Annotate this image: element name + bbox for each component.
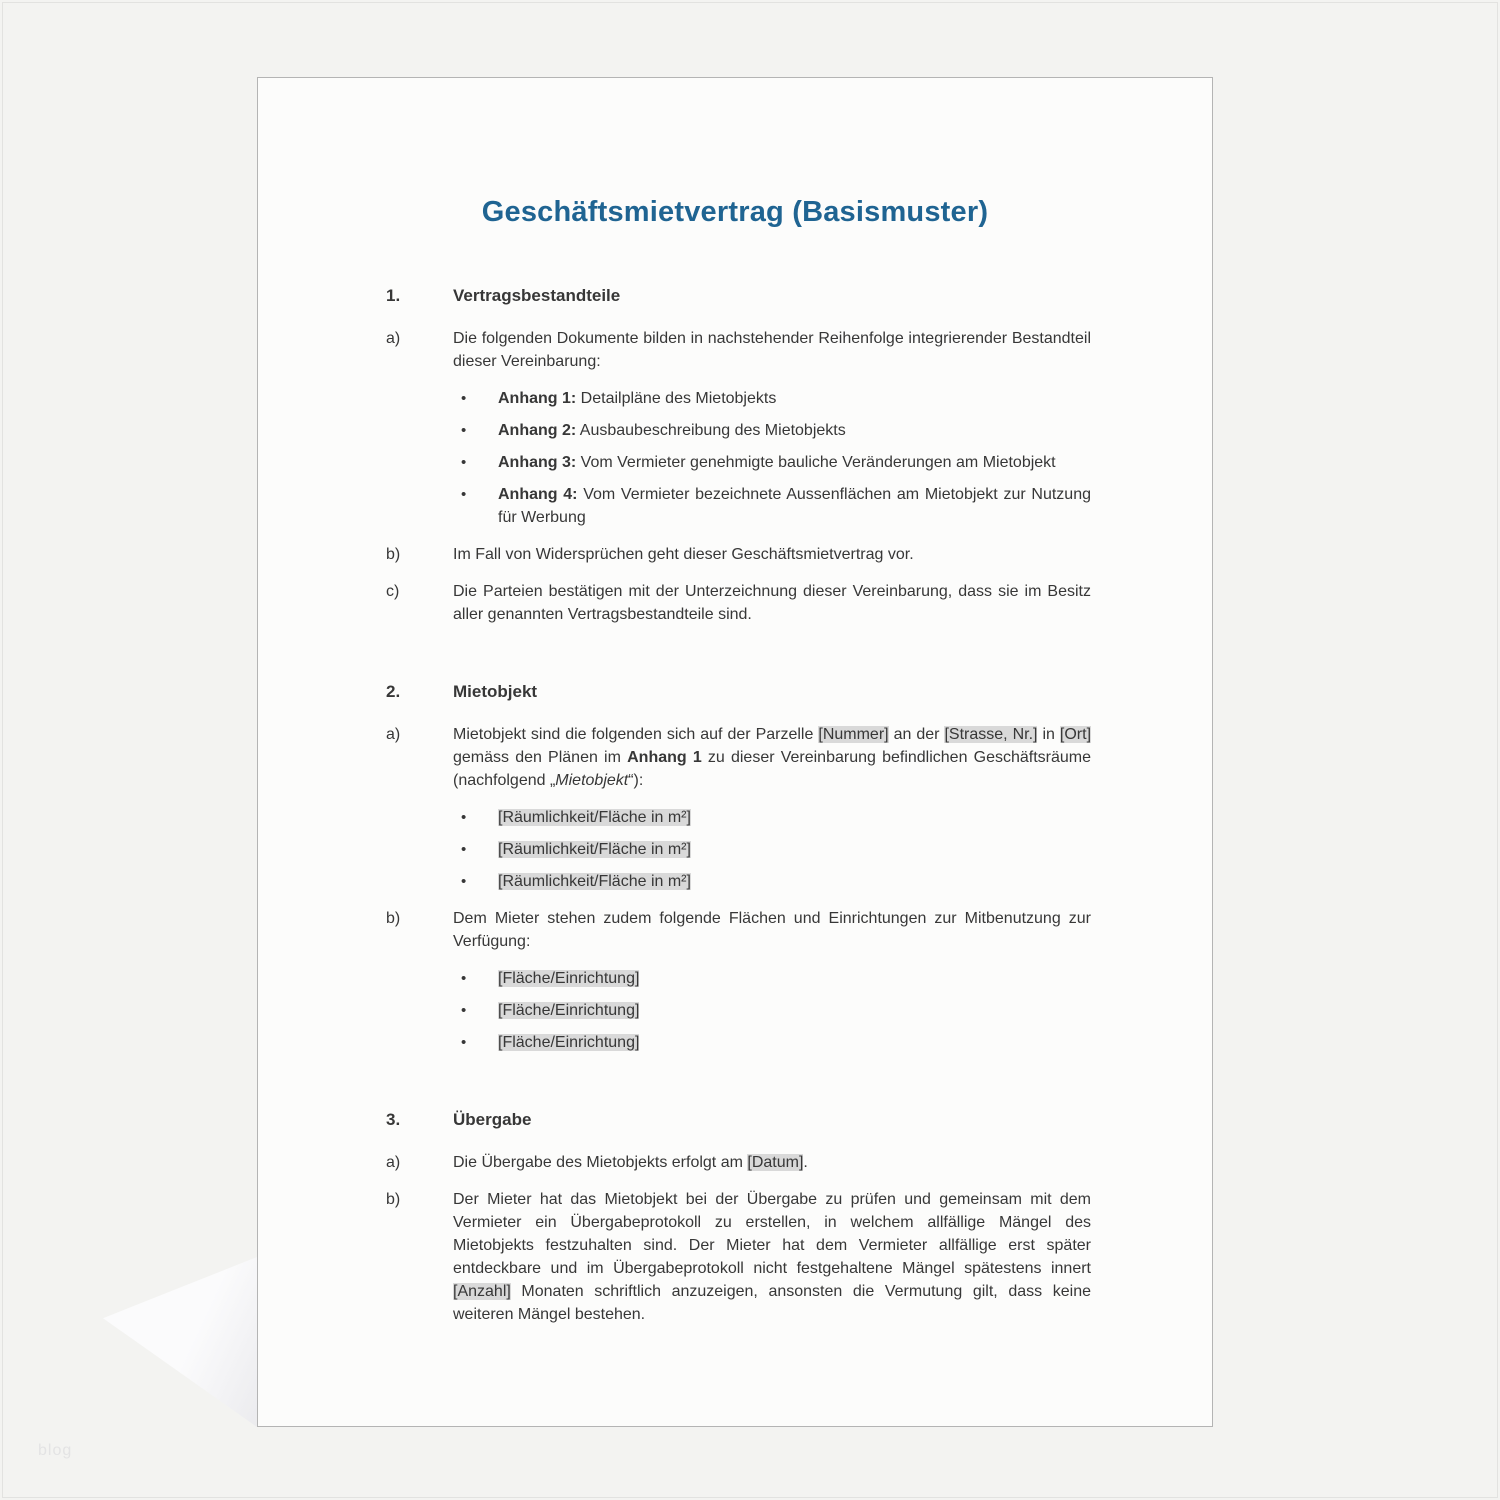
section-heading-row [386, 680, 1091, 703]
clause-text [453, 580, 1091, 626]
bullet-text [498, 870, 1091, 893]
text-segment: Anhang 4: [498, 486, 578, 503]
page-corner-fold [103, 1257, 257, 1427]
text-segment: “): [628, 772, 644, 789]
text-segment: Anhang 1 [627, 749, 702, 766]
bullet-item [461, 387, 1091, 410]
clause-label: b) [386, 1191, 401, 1208]
section-heading-row [386, 284, 1091, 307]
placeholder-field: [Räumlichkeit/Fläche in m²] [498, 809, 691, 826]
bullet-text [498, 483, 1091, 529]
bullet-item [461, 999, 1091, 1022]
bullet-marker-icon: • [461, 841, 467, 858]
bullet-item [461, 1031, 1091, 1054]
text-segment: Vom Vermieter genehmigte bauliche Veränderungen am Mietobjekt [576, 454, 1056, 471]
document-page [257, 77, 1213, 1427]
clause-row [386, 543, 1091, 566]
placeholder-field: [Fläche/Einrichtung] [498, 970, 640, 987]
placeholder-field: [Anzahl] [453, 1283, 511, 1300]
clause-label: c) [386, 583, 400, 600]
bullet-item [461, 967, 1091, 990]
text-segment: Mietobjekt sind die folgenden sich auf der Parzelle [453, 726, 819, 743]
clause-label: a) [386, 330, 401, 347]
bullet-item [461, 419, 1091, 442]
text-segment: gemäss den Plänen im [453, 749, 628, 766]
bullet-marker-icon: • [461, 873, 467, 890]
clause-row [386, 327, 1091, 373]
bullet-list [386, 806, 1091, 893]
clause-row [386, 723, 1091, 792]
bullet-marker-icon: • [461, 486, 467, 503]
clause-text [453, 723, 1091, 792]
placeholder-field: [Datum] [747, 1154, 804, 1171]
clause-text [453, 1151, 1091, 1174]
text-segment: Die Übergabe des Mietobjekts erfolgt am [453, 1154, 748, 1171]
clause-text [453, 907, 1091, 953]
section-heading: Vertragsbestandteile [453, 286, 621, 305]
section-heading: Übergabe [453, 1110, 532, 1129]
clause-row [386, 580, 1091, 626]
clause-row [386, 1188, 1091, 1326]
clause-label: b) [386, 910, 401, 927]
text-segment: Dem Mieter stehen zudem folgende Flächen und Einrichtungen zur Mitbenutzung zur Verfügung: [453, 910, 1091, 950]
text-segment: Anhang 1: [498, 390, 577, 407]
section-number: 3. [386, 1110, 401, 1129]
section-number: 1. [386, 286, 401, 305]
contract-section [386, 680, 1091, 1054]
placeholder-field: [Strasse, Nr.] [944, 726, 1038, 743]
section-number: 2. [386, 682, 401, 701]
bullet-text [498, 387, 1091, 410]
bullet-marker-icon: • [461, 422, 467, 439]
clause-row [386, 907, 1091, 953]
document-title: Geschäftsmietvertrag (Basismuster) [481, 196, 989, 228]
text-segment: in [1037, 726, 1060, 743]
placeholder-field: [Fläche/Einrichtung] [498, 1034, 640, 1051]
bullet-item [461, 870, 1091, 893]
placeholder-field: [Räumlichkeit/Fläche in m²] [498, 873, 691, 890]
bullet-marker-icon: • [461, 809, 467, 826]
bullet-text [498, 1031, 1091, 1054]
clause-text [453, 1188, 1091, 1326]
bullet-text [498, 419, 1091, 442]
bullet-marker-icon: • [461, 1002, 467, 1019]
placeholder-field: [Fläche/Einrichtung] [498, 1002, 640, 1019]
text-segment: Die folgenden Dokumente bilden in nachstehender Reihenfolge integrierender Bestandteil dieser Vereinbarung: [453, 330, 1091, 370]
clause-text [453, 543, 1091, 566]
clause-label: a) [386, 1154, 401, 1171]
bullet-marker-icon: • [461, 970, 467, 987]
text-segment: Anhang 2: [498, 422, 577, 439]
text-segment: zu dieser Vereinbarung befindlichen Geschäftsräume (nachfolgend „ [453, 749, 1092, 789]
bullet-marker-icon: • [461, 390, 467, 407]
section-heading: Mietobjekt [453, 682, 538, 701]
bullet-list [386, 967, 1091, 1054]
clause-row [386, 1151, 1091, 1174]
section-heading-row [386, 1108, 1091, 1131]
clause-label: a) [386, 726, 401, 743]
bullet-item [461, 451, 1091, 474]
text-segment: Der Mieter hat das Mietobjekt bei der Übergabe zu prüfen und gemeinsam mit dem Vermieter ein Übergabeprotokoll zu erstellen, in welchem allfällige Mängel des Mietobjekts festzuhalten sind. Der Mieter hat dem Vermieter allfällige erst später entdeckbare und im Übergabeprotokoll nicht festgehaltene Mängel spätestens innert [453, 1191, 1091, 1277]
bullet-marker-icon: • [461, 1034, 467, 1051]
bullet-text [498, 806, 1091, 829]
bullet-item [461, 806, 1091, 829]
clause-text [453, 327, 1091, 373]
bullet-text [498, 838, 1091, 861]
bullet-item [461, 838, 1091, 861]
text-segment: . [803, 1154, 808, 1171]
bullet-item [461, 483, 1091, 529]
text-segment: Detailpläne des Mietobjekts [576, 390, 777, 407]
bullet-text [498, 451, 1091, 474]
text-segment: Die Parteien bestätigen mit der Unterzeichnung dieser Vereinbarung, dass sie im Besitz aller genannten Vertragsbestandteile sind. [453, 583, 1091, 623]
clause-label: b) [386, 546, 401, 563]
text-segment: Im Fall von Widersprüchen geht dieser Geschäftsmietvertrag vor. [453, 546, 914, 563]
text-segment: an der [888, 726, 945, 743]
text-segment: Anhang 3: [498, 454, 577, 471]
bullet-text [498, 999, 1091, 1022]
contract-section [386, 1108, 1091, 1326]
contract-section [386, 284, 1091, 626]
placeholder-field: [Ort] [1059, 726, 1092, 743]
bullet-text [498, 967, 1091, 990]
bullet-list [386, 387, 1091, 529]
watermark: blog [38, 1442, 73, 1459]
placeholder-field: [Nummer] [818, 726, 889, 743]
bullet-marker-icon: • [461, 454, 467, 471]
text-segment: Ausbaubeschreibung des Mietobjekts [576, 422, 846, 439]
document-body [386, 232, 1091, 1340]
text-segment: Vom Vermieter bezeichnete Aussenflächen am Mietobjekt zur Nutzung für Werbung [498, 486, 1091, 526]
text-segment: Monaten schriftlich anzuzeigen, ansonsten die Vermutung gilt, dass keine weiteren Mängel bestehen. [453, 1283, 1091, 1323]
text-segment: Mietobjekt [555, 772, 629, 789]
placeholder-field: [Räumlichkeit/Fläche in m²] [498, 841, 691, 858]
